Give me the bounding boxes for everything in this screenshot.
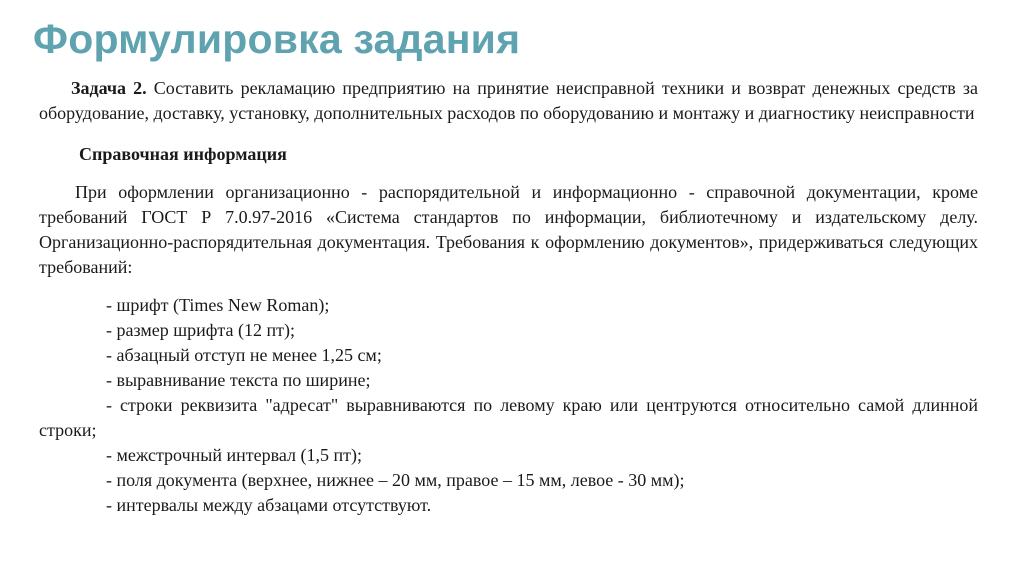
requirement-font: - шрифт (Times New Roman); [106,295,330,315]
requirement-font-size: - размер шрифта (12 пт); [106,320,295,340]
slide-title: Формулировка задания [33,16,521,62]
requirement-margins: - поля документа (верхнее, нижнее – 20 мм, правое – 15 мм, левое - 30 мм); [106,470,685,490]
requirements-list [39,293,978,518]
task-label: Задача 2. [71,78,147,98]
requirement-indent: - абзацный отступ не менее 1,25 см; [106,345,382,365]
requirement-line-spacing: - межстрочный интервал (1,5 пт); [106,445,363,465]
task-paragraph [39,76,978,126]
requirement-alignment: - выравнивание текста по ширине; [106,370,371,390]
task-text: Составить рекламацию предприятию на принятие неисправной техники и возврат денежных средств за оборудование, доставку, установку, дополнительных расходов по оборудованию и монтажу и диагностику неисправности [39,78,978,123]
slide-content [39,76,978,518]
requirement-addressee: - строки реквизита "адресат" выравниваются по левому краю или центруются относительно самой длинной строки; [39,395,978,440]
requirement-paragraph-spacing: - интервалы между абзацами отсутствуют. [106,495,432,515]
reference-heading: Справочная информация [79,144,287,164]
reference-paragraph: При оформлении организационно - распорядительной и информационно - справочной документации, кроме требований ГОСТ Р 7.0.97-2016 «Система стандартов по информации, библиотечному и издательскому делу. Организационно-распорядительная документация. Требования к оформлению документов», придерживаться следующих требований: [39,182,978,277]
